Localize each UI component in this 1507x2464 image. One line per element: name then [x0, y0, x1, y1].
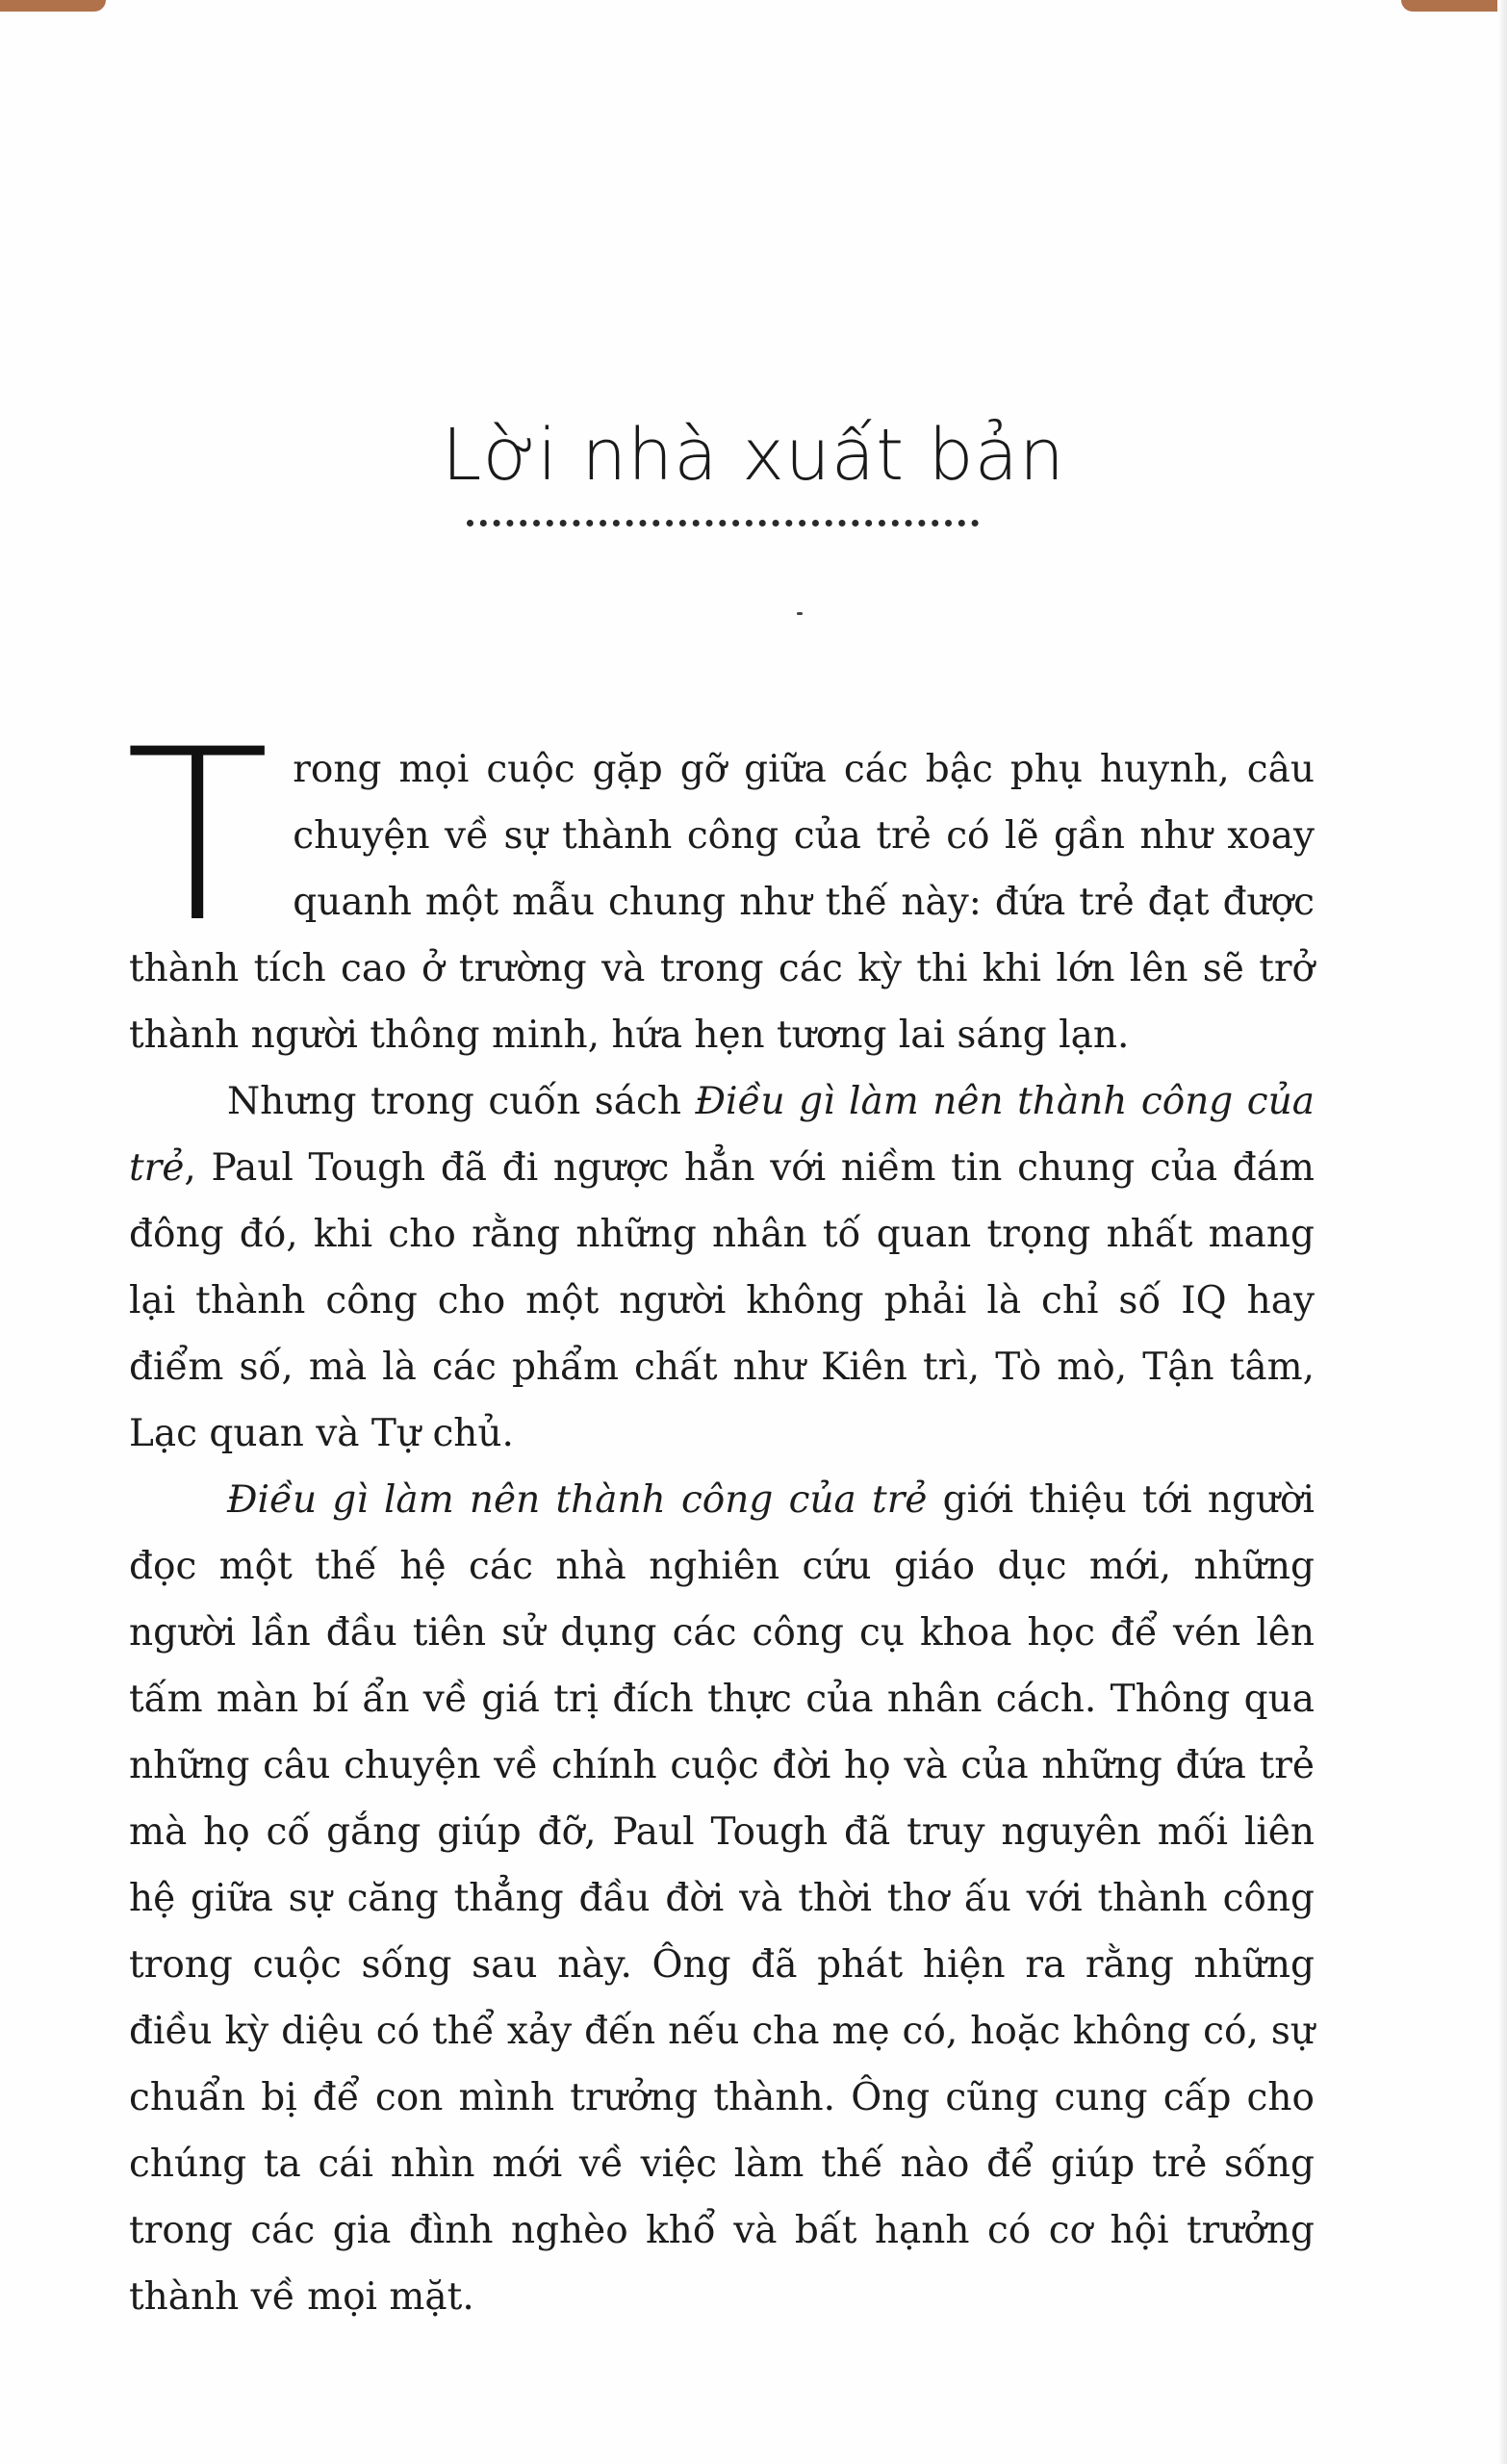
book-title: Điều gì làm nên thành công của trẻ	[129, 1080, 1315, 1190]
book-title: Điều gì làm nên thành công của trẻ	[227, 1478, 928, 1522]
paragraph-3-text: giới thiệu tới người đọc một thế hệ các nhà nghiên cứu giáo dục mới, những người lần đầu tiên sử dụng các công cụ khoa học để vén lên tấm màn bí ẩn về giá trị đích thực của nhân cách. Thông qua những câu chuyện về chính cuộc đời họ và của những đứa trẻ mà họ cố gắng giúp đỡ, Paul Tough đã truy nguyên mối liên hệ giữa sự căng thẳng đầu đời và thời thơ ấu với thành công trong cuộc sống sau này. Ông đã phát hiện ra rằng những điều kỳ diệu có thể xảy đến nếu cha mẹ có, hoặc không có, sự chuẩn bị để con mình trưởng thành. Ông cũng cung cấp cho chúng ta cái nhìn mới về việc làm thế nào để giúp trẻ sống trong các gia đình nghèo khổ và bất hạnh có cơ hội trưởng thành về mọi mặt.	[129, 1478, 1315, 2319]
drop-cap: T	[125, 700, 270, 975]
paragraph-3	[129, 1467, 1315, 2330]
body-text	[125, 700, 1315, 2330]
page-title: Lời nhà xuất bản	[442, 414, 1065, 497]
page-edge-shadow	[1497, 0, 1507, 2464]
title-dotted-rule	[467, 520, 979, 526]
print-speck	[797, 612, 803, 615]
paragraph-1-text: rong mọi cuộc gặp gỡ giữa các bậc phụ huynh, câu chuyện về sự thành công của trẻ có lẽ gần như xoay quanh một mẫu chung như thế này: đứa trẻ đạt được thành tích cao ở trường và trong các kỳ thi khi lớn lên sẽ trở thành người thông minh, hứa hẹn tương lai sáng lạn.	[129, 748, 1315, 1057]
paragraph-1	[125, 700, 1315, 1068]
top-right-corner-accent	[1401, 0, 1507, 12]
paragraph-2-text: , Paul Tough đã đi ngược hẳn với niềm tin chung của đám đông đó, khi cho rằng những nhân tố quan trọng nhất mang lại thành công cho một người không phải là chỉ số IQ hay điểm số, mà là các phẩm chất như Kiên trì, Tò mò, Tận tâm, Lạc quan và Tự chủ.	[129, 1146, 1315, 1455]
paragraph-2	[129, 1068, 1315, 1467]
top-left-corner-accent	[0, 0, 106, 12]
paragraph-2-lead: Nhưng trong cuốn sách	[227, 1080, 696, 1123]
